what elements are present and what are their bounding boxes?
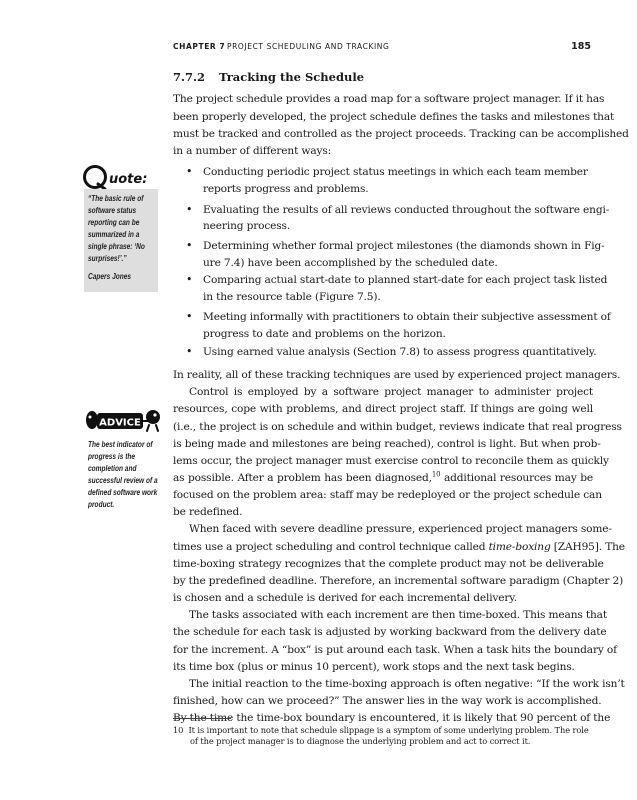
paragraph-line: time-boxing strategy recognizes that the complete product may not be deliverable [173, 558, 604, 570]
paragraph-line: focused on the problem area: staff may be redeployed or the project schedule can [173, 489, 602, 501]
bullet-marker: • [186, 165, 193, 178]
bullet-line: neering process. [203, 220, 291, 232]
quote-line: reporting can be [88, 218, 140, 227]
paragraph-line: The tasks associated with each increment are then time-boxed. This means that [189, 609, 607, 621]
advice-icon [83, 405, 161, 435]
paragraph-line [173, 469, 593, 487]
quote-author: Capers Jones [88, 272, 132, 281]
quote-line: single phrase: ‘No [88, 242, 145, 251]
bullet-line: Using earned value analysis (Section 7.8) to assess progress quantitatively. [203, 346, 597, 358]
paragraph-line: must be tracked and controlled as the project proceeds. Tracking can be accomplished [173, 128, 629, 140]
advice-line: completion and [88, 464, 137, 473]
section-heading [173, 70, 364, 84]
paragraph-line: in a number of different ways: [173, 145, 332, 157]
paragraph-line: resources, cope with problems, and direct project staff. If things are going well [173, 403, 593, 415]
emphasis-term: time-boxing [488, 541, 551, 553]
quote-line: surprises!’.” [88, 254, 127, 263]
quote-line: “The basic rule of [88, 194, 144, 203]
paragraph-line: lems occur, the project manager must exercise control to reconcile them as quickly [173, 455, 609, 467]
paragraph-line: finished, how can we proceed?” The answer lies in the way work is accomplished. [173, 695, 602, 707]
bullet-line: Evaluating the results of all reviews conducted throughout the software engi- [203, 204, 610, 216]
text-span: times use a project scheduling and control technique called [173, 541, 489, 553]
paragraph-line: be redefined. [173, 506, 243, 518]
footnote-line: of the project manager is to diagnose the underlying problem and act to correct it. [190, 736, 531, 746]
advice-line: product. [88, 500, 115, 509]
paragraph-line: By the time the time-box boundary is encountered, it is likely that 90 percent of the [173, 712, 611, 724]
paragraph-line: its time box (plus or minus 10 percent), work stops and the next task begins. [173, 661, 575, 673]
paragraph-line: is chosen and a schedule is derived for each incremental delivery. [173, 592, 517, 604]
bullet-marker: • [186, 310, 193, 323]
paragraph-line: The project schedule provides a road map for a software project manager. If it has [173, 93, 605, 105]
footnote-number: 10 [173, 725, 184, 735]
bullet-marker: • [186, 273, 193, 286]
paragraph-line [173, 538, 625, 556]
running-header [173, 42, 591, 54]
bullet-line: reports progress and problems. [203, 183, 369, 195]
section-title: Tracking the Schedule [219, 70, 365, 84]
advice-label: ADVICE [99, 417, 141, 429]
paragraph-line: the schedule for each task is adjusted by working backward from the delivery date [173, 626, 607, 638]
bullet-line: Conducting periodic project status meetings in which each team member [203, 166, 588, 178]
paragraph-line: by the predefined deadline. Therefore, an incremental software paradigm (Chapter 2) [173, 575, 624, 587]
advice-line: defined software work [88, 488, 158, 497]
quote-icon [83, 162, 157, 190]
paragraph-line: When faced with severe deadline pressure, experienced project managers some- [189, 523, 612, 535]
text-span: [ZAH95]. The [550, 541, 625, 553]
bullet-line: in the resource table (Figure 7.5). [203, 291, 381, 303]
paragraph-line: been properly developed, the project schedule defines the tasks and milestones that [173, 111, 615, 123]
advice-line: progress is the [88, 452, 136, 461]
paragraph-line: for the increment. A “box” is put around each task. When a task hits the boundary of [173, 644, 617, 656]
paragraph-line: In reality, all of these tracking techniques are used by experienced project managers. [173, 369, 621, 381]
paragraph-line: is being made and milestones are being reached), control is light. But when prob- [173, 438, 601, 450]
advice-line: The best indicator of [88, 440, 153, 449]
paragraph-line: Control is employed by a software project manager to administer project [189, 386, 593, 398]
section-number: 7.7.2 [173, 70, 206, 84]
bullet-line: progress to date and problems on the horizon. [203, 328, 446, 340]
footnote-line [173, 725, 589, 736]
quote-line: summarized in a [88, 230, 140, 239]
page-number: 185 [571, 41, 591, 52]
quote-label: uote: [109, 172, 148, 187]
text-span: as possible. After a problem has been diagnosed, [173, 472, 432, 484]
text-span: additional resources may be [440, 472, 593, 484]
chapter-title: PROJECT SCHEDULING AND TRACKING [227, 42, 390, 51]
bullet-marker: • [186, 203, 193, 216]
bullet-marker: • [186, 345, 193, 358]
quote-line: software status [88, 206, 137, 215]
bullet-line: ure 7.4) have been accomplished by the scheduled date. [203, 257, 498, 269]
paragraph-line: (i.e., the project is on schedule and within budget, reviews indicate that real progress [173, 421, 622, 433]
bullet-line: Meeting informally with practitioners to obtain their subjective assessment of [203, 311, 611, 323]
bullet-line: Comparing actual start-date to planned start-date for each project task listed [203, 274, 608, 286]
bullet-line: Determining whether formal project milestones (the diamonds shown in Fig- [203, 240, 605, 252]
paragraph-line: The initial reaction to the time-boxing approach is often negative: “If the work isn’t [189, 678, 625, 690]
advice-line: successful review of a [88, 476, 158, 485]
footnote-rule [173, 718, 231, 719]
chapter-label: CHAPTER 7 [173, 42, 226, 51]
footnote-ref: 10 [431, 470, 441, 479]
bullet-marker: • [186, 239, 193, 252]
footnote-text: It is important to note that schedule slippage is a symptom of some underlying problem. The role [188, 725, 589, 735]
